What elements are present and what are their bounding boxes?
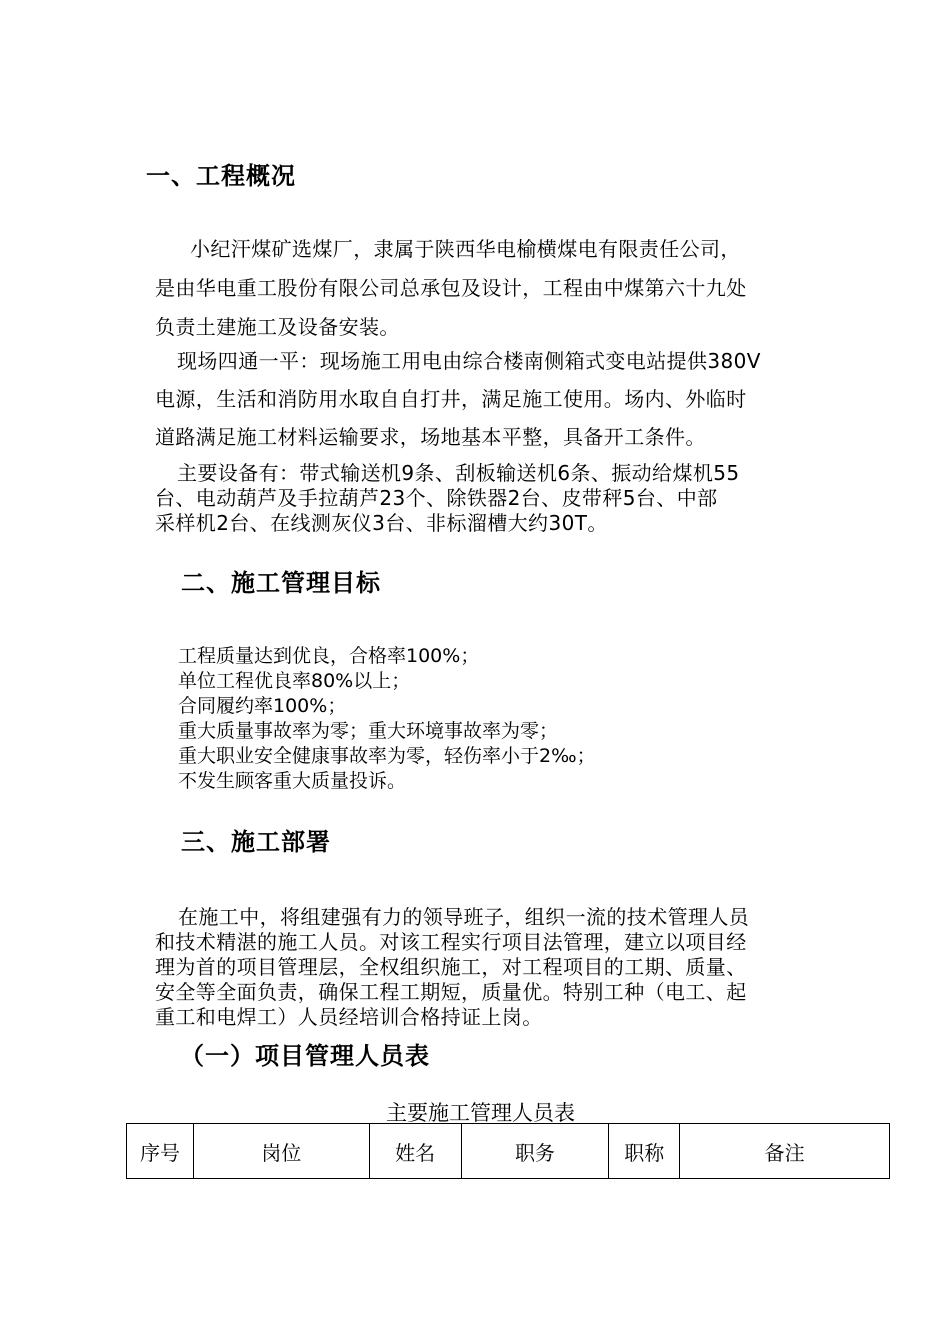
header-index: 序号	[127, 1124, 194, 1179]
subsection-title: （一）项目管理人员表	[180, 1042, 430, 1070]
goal-6: 不发生顾客重大质量投诉。	[178, 770, 407, 792]
goal-3: 合同履约率100%；	[178, 695, 347, 717]
section-3-title: 三、施工部署	[181, 828, 331, 856]
goal-2: 单位工程优良率80%以上；	[178, 670, 411, 692]
header-name: 姓名	[369, 1124, 461, 1179]
s1-p1-line-2: 是由华电重工股份有限公司总承包及设计，工程由中煤第六十九处	[155, 276, 747, 300]
section-1-title: 一、工程概况	[146, 162, 296, 190]
s1-p2-line-3: 道路满足施工材料运输要求，场地基本平整，具备开工条件。	[155, 425, 706, 449]
goal-5: 重大职业安全健康事故率为零，轻伤率小于2‰；	[178, 745, 596, 767]
goal-1: 工程质量达到优良，合格率100%；	[178, 645, 480, 667]
header-position: 岗位	[193, 1124, 369, 1179]
s3-p1-line-3: 理为首的项目管理层，全权组织施工，对工程项目的工期、质量、	[155, 955, 747, 979]
table-caption: 主要施工管理人员表	[386, 1101, 575, 1125]
s1-p3-line-1: 主要设备有：带式输送机9条、刮板输送机6条、振动给煤机55	[177, 461, 740, 485]
s1-p1-line-1: 小纪汗煤矿选煤厂，隶属于陕西华电榆横煤电有限责任公司，	[190, 237, 741, 261]
s1-p3-line-3: 采样机2台、在线测灰仪3台、非标溜槽大约30T。	[155, 511, 608, 535]
s3-p1-line-5: 重工和电焊工）人员经培训合格持证上岗。	[155, 1005, 543, 1029]
s1-p1-line-3: 负责土建施工及设备安装。	[155, 315, 400, 339]
staff-table	[126, 1123, 890, 1179]
table-header-row	[127, 1124, 890, 1179]
s1-p2-line-2: 电源，生活和消防用水取自自打井，满足施工使用。场内、外临时	[155, 387, 747, 411]
s1-p3-line-2: 台、电动葫芦及手拉葫芦23个、除铁器2台、皮带秤5台、中部	[155, 486, 718, 510]
section-2-title: 二、施工管理目标	[181, 569, 381, 597]
header-title: 职称	[609, 1124, 680, 1179]
s3-p1-line-4: 安全等全面负责，确保工程工期短，质量优。特别工种（电工、起	[155, 980, 747, 1004]
s1-p2-line-1: 现场四通一平：现场施工用电由综合楼南侧箱式变电站提供380V	[177, 349, 761, 373]
s3-p1-line-1: 在施工中，将组建强有力的领导班子，组织一流的技术管理人员	[178, 905, 750, 929]
s3-p1-line-2: 和技术精湛的施工人员。对该工程实行项目法管理，建立以项目经	[155, 930, 747, 954]
goal-4: 重大质量事故率为零；重大环境事故率为零；	[178, 720, 559, 742]
header-duty: 职务	[461, 1124, 609, 1179]
header-remarks: 备注	[680, 1124, 890, 1179]
